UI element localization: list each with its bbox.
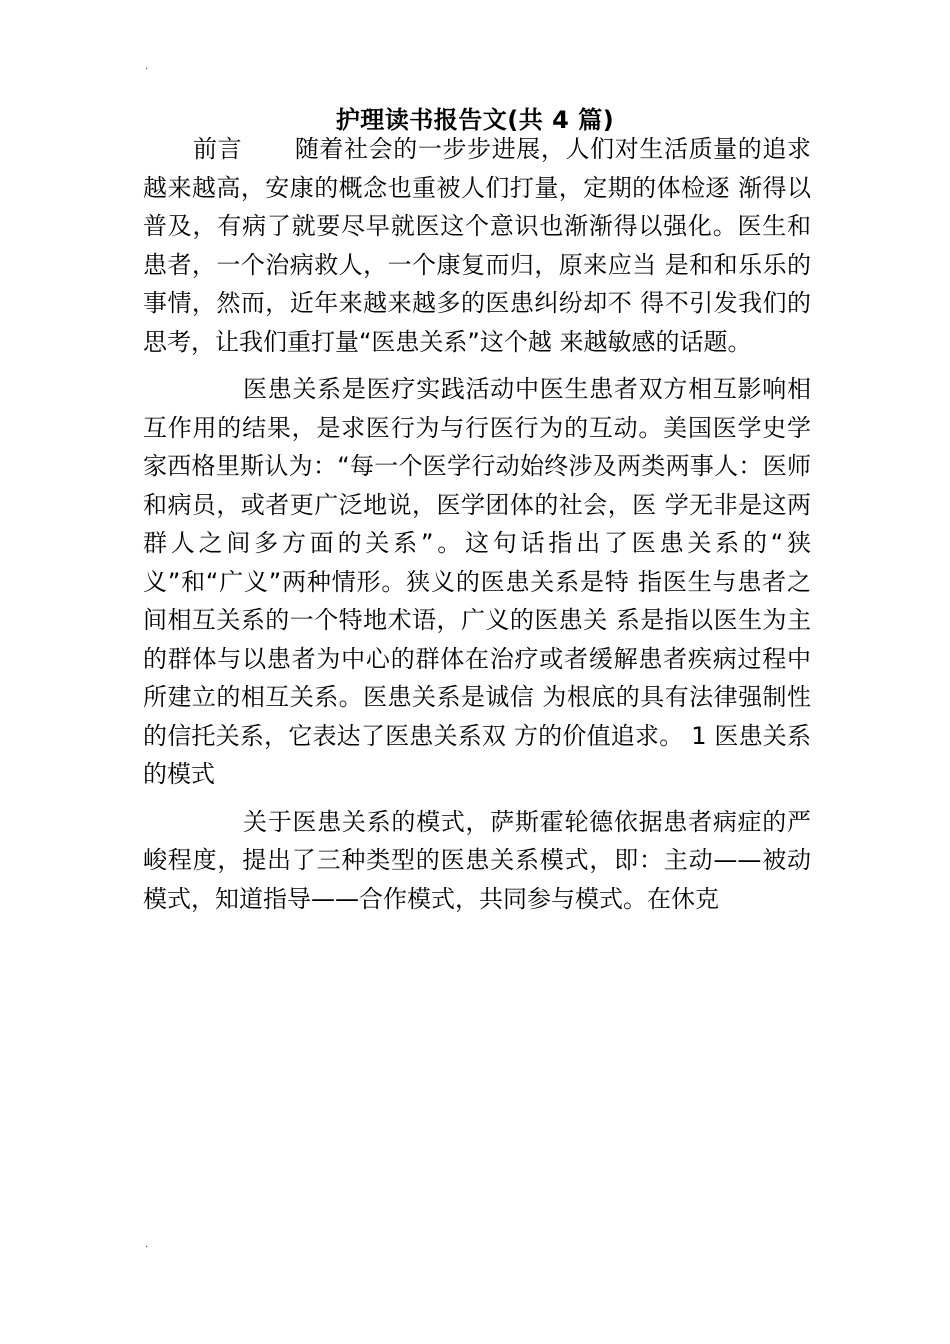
paragraph-relationship: 医患关系是医疗实践活动中医生患者双方相互影响相互作用的结果，是求医行为与行医行为的互动。美国医学史学家西格里斯认为：“每一个医学行动始终涉及两类两事人：医师和病员，或者更广泛地说，医学团体的社会，医 学无非是这两群人之间多方面的关系”。这句话指出了医患关系的“狭义”和“广义”两种情形。狭义的医患关系是特 指医生与患者之间相互关系的一个特地术语，广义的医患关 系是指以医生为主的群体与以患者为中心的群体在治疗或者缓解患者疾病过程中所建立的相互关系。医患关系是诚信 为根底的具有法律强制性的信托关系，它表达了医患关系双 方的价值追求。 1 医患关系的模式 <box>143 375 811 788</box>
document-body <box>143 130 811 918</box>
intro-paragraph <box>143 130 811 361</box>
page-bottom-mark: . <box>145 1239 149 1250</box>
intro-text: 随着社会的一步步进展，人们对生活质量的追求越来越高，安康的概念也重被人们打量，定期的体检逐 渐得以普及，有病了就要尽早就医这个意识也渐渐得以强化。医生和患者，一个治病救人，一个康复而归，原来应当 是和和乐乐的事情，然而，近年来越来越多的医患纠纷却不 得不引发我们的思考，让我们重打量“医患关系”这个越 来越敏感的话题。 <box>143 135 811 356</box>
document-title: 护理读书报告文(共 4 篇) <box>335 106 615 135</box>
intro-heading: 前言 <box>193 135 243 163</box>
page-top-mark: . <box>145 61 149 72</box>
paragraph-models: 关于医患关系的模式，萨斯霍轮德依据患者病症的严峻程度，提出了三种类型的医患关系模式，即：主动——被动模式，知道指导——合作模式，共同参与模式。在休克 <box>143 807 811 913</box>
